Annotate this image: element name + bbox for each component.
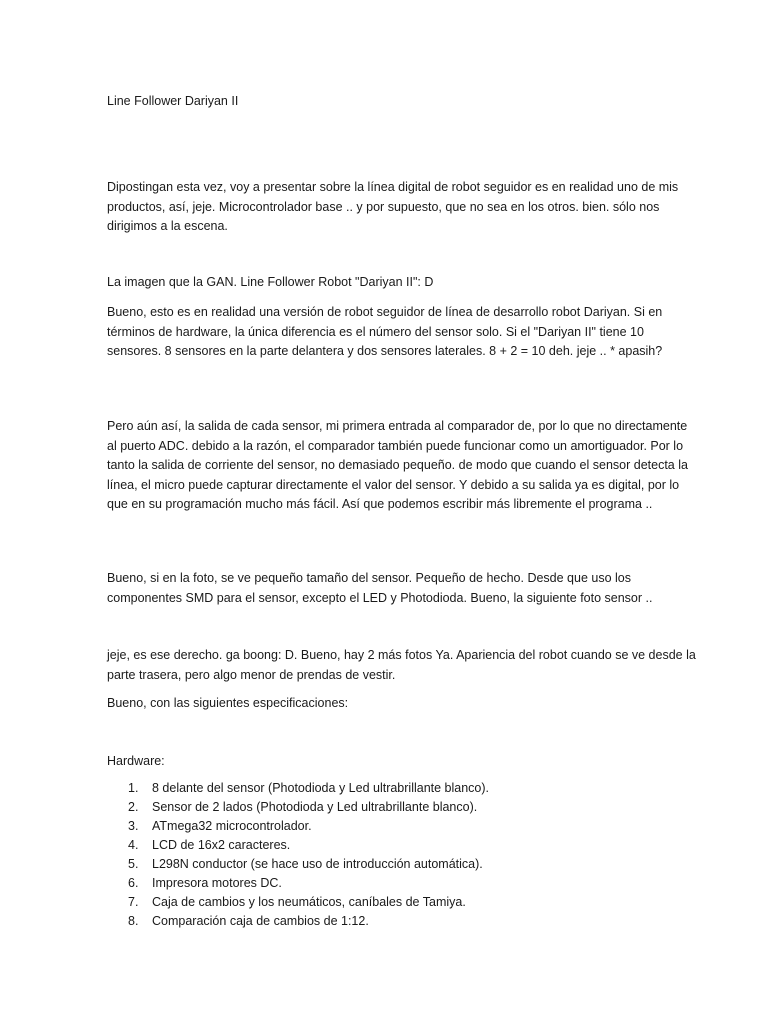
list-item-number: 4. [128, 838, 139, 852]
list-item-number: 1. [128, 781, 139, 795]
list-item [107, 817, 697, 836]
hardware-list [107, 779, 697, 931]
paragraph-intro: Dipostingan esta vez, voy a presentar sobre la línea digital de robot seguidor es en realidad uno de mis productos, así, jeje. Microcontrolador base .. y por supuesto, que no sea en los otros. bien. sólo nos dirigimos a la escena. [107, 180, 679, 233]
list-item [107, 836, 697, 855]
list-item-text: Caja de cambios y los neumáticos, caníbales de Tamiya. [152, 895, 466, 909]
paragraph-specs-intro: Bueno, con las siguientes especificaciones: [107, 696, 349, 710]
paragraph-sensor-size: Bueno, si en la foto, se ve pequeño tamaño del sensor. Pequeño de hecho. Desde que uso los componentes SMD para el sensor, excepto el LED y Photodioda. Bueno, la siguiente foto sensor .. [107, 571, 653, 605]
list-item [107, 798, 697, 817]
list-item [107, 874, 697, 893]
list-item-text: ATmega32 microcontrolador. [152, 819, 312, 833]
list-item-text: 8 delante del sensor (Photodioda y Led ultrabrillante blanco). [152, 781, 490, 795]
list-item [107, 912, 697, 931]
paragraph-version-description: Bueno, esto es en realidad una versión de robot seguidor de línea de desarrollo robot Dariyan. Si en términos de hardware, la única diferencia es el número del sensor solo. Si el "Dariyan II" tiene 10 sensores. 8 sensores en la parte delantera y dos sensores laterales. 8 + 2 = 10 deh. jeje .. * apasih? [107, 305, 663, 358]
list-item-text: Sensor de 2 lados (Photodioda y Led ultrabrillante blanco). [152, 800, 478, 814]
list-item-number: 7. [128, 895, 139, 909]
list-item [107, 893, 697, 912]
document-title: Line Follower Dariyan II [107, 94, 239, 108]
list-item-text: Impresora motores DC. [152, 876, 282, 890]
paragraph-image-caption: La imagen que la GAN. Line Follower Robot "Dariyan II": D [107, 275, 434, 289]
list-item-text: Comparación caja de cambios de 1:12. [152, 914, 369, 928]
list-item [107, 855, 697, 874]
list-item-number: 5. [128, 857, 139, 871]
paragraph-comparator-explanation: Pero aún así, la salida de cada sensor, mi primera entrada al comparador de, por lo que no directamente al puerto ADC. debido a la razón, el comparador también puede funcionar como un amortiguador. Por lo tanto la salida de corriente del sensor, no demasiado pequeño. de modo que cuando el sensor detecta la línea, el micro puede capturar directamente el valor del sensor. Y debido a su salida ya es digital, por lo que en su programación mucho más fácil. Así que podemos escribir más libremente el programa .. [107, 419, 688, 511]
list-item-text: LCD de 16x2 caracteres. [152, 838, 291, 852]
list-item-number: 6. [128, 876, 139, 890]
hardware-heading: Hardware: [107, 754, 165, 768]
list-item-number: 8. [128, 914, 139, 928]
list-item-number: 2. [128, 800, 139, 814]
paragraph-more-photos: jeje, es ese derecho. ga boong: D. Bueno, hay 2 más fotos Ya. Apariencia del robot cuando se ve desde la parte trasera, pero algo menor de prendas de vestir. [107, 648, 696, 682]
list-item-number: 3. [128, 819, 139, 833]
list-item-text: L298N conductor (se hace uso de introducción automática). [152, 857, 483, 871]
list-item [107, 779, 697, 798]
